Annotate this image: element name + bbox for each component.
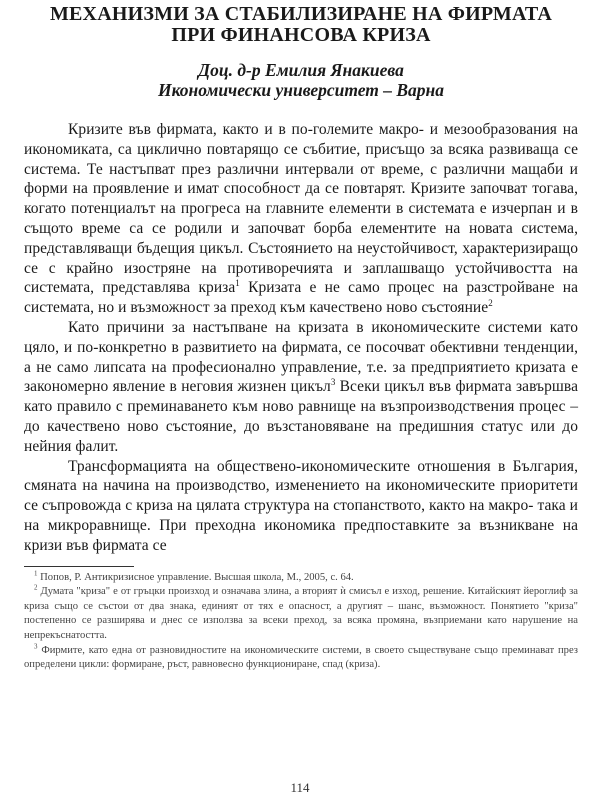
author-name: Доц. д-р Емилия Янакиева <box>198 60 404 80</box>
author-affiliation: Икономически университет – Варна <box>157 80 445 100</box>
footnote-ref-3: 3 <box>330 377 336 388</box>
footnote-3-mark: 3 <box>34 641 38 650</box>
paragraph-2 <box>24 318 578 457</box>
footnote-2 <box>24 585 578 643</box>
footnote-2-text: Думата "криза" е от гръцки произход и означава злина, а вторият ѝ смисъл е изход, решение. Китайският йероглиф за криза също се състои от два знака, единият от тях е опасност, а другият – шанс, възможност. Понятието "криза" постепенно се разширява и днес се използва за всеки преход, за всяка промяна, възприемани като нарушение на непрекъснатостта. <box>24 586 578 641</box>
author-block <box>24 60 578 100</box>
article-body <box>24 120 578 556</box>
paragraph-2-text-a: Като причини за настъпване на кризата в икономическите системи като цяло, и по-конкретно в развитието на фирмата, се посочват обективни тенденции, а не само липсата на професионално управление, т.е. за предприятието кризата е закономерно явление в неговия жизнен цикъл <box>24 318 578 396</box>
footnote-2-mark: 2 <box>34 583 38 592</box>
article-title <box>24 4 578 46</box>
paragraph-2-text-b: Всеки цикъл във фирмата завършва като правило с преминаването към ново равнище на възпроизводствения процес – до качествено ново състояние, до възстановяване на предишния статус или до нейния фалит. <box>24 378 578 455</box>
footnote-ref-1: 1 <box>235 278 240 289</box>
footnote-1-text: Попов, Р. Антикризисное управление. Высшая школа, М., 2005, с. 64. <box>40 571 354 583</box>
footnote-1-mark: 1 <box>34 569 38 577</box>
title-line-1: МЕХАНИЗМИ ЗА СТАБИЛИЗИРАНЕ НА ФИРМАТА <box>49 3 553 25</box>
footnote-ref-2: 2 <box>488 298 493 309</box>
paragraph-1-text-b: Кризата е не само процес на разстройване на системата, но и възможност за преход към качествено ново състояние <box>24 279 579 317</box>
paragraph-1-text-a: Кризите във фирмата, както и в по-големите макро- и мезообразования на икономиката, са циклично повтарящо се събитие, присъщо за всяка развиваща се система. Те настъпват през различни интервали от време, с различни мащаби и форми на проявление и имат способност да се повтарят. Кризите започват тогава, когато потенциалът на прогреса на главните елементи в системата е изчерпан и в същото време са се родили и започват борба елементите на новата система, представляващи бъдещия цикъл. Състоянието на неустойчивост, характеризиращо се с крайно изостряне на противоречията и заплашващо устойчивостта на системата, представлява криза <box>24 121 578 297</box>
footnote-3-text: Фирмите, като една от разновидностите на икономическите системи, в своето съществуване също преминават през определени цикли: формиране, ръст, равновесно функциониране, спад (криза). <box>24 644 578 671</box>
title-line-2: ПРИ ФИНАНСОВА КРИЗА <box>171 24 431 46</box>
footnote-divider <box>24 566 134 567</box>
paragraph-1 <box>24 120 578 318</box>
footnotes <box>24 571 578 673</box>
page-number: 114 <box>290 780 310 795</box>
footnote-3 <box>24 641 578 673</box>
footnote-1 <box>24 571 578 586</box>
paragraph-3: Трансформацията на обществено-икономическите отношения в България, смяната на начина на производство, изменението на икономическите приоритети се съпровожда с криза на цялата структура на стопанството, както на макро- така и на микроравнище. При преходна икономика предпоставките за възникване на кризи във фирмата се <box>24 457 578 554</box>
